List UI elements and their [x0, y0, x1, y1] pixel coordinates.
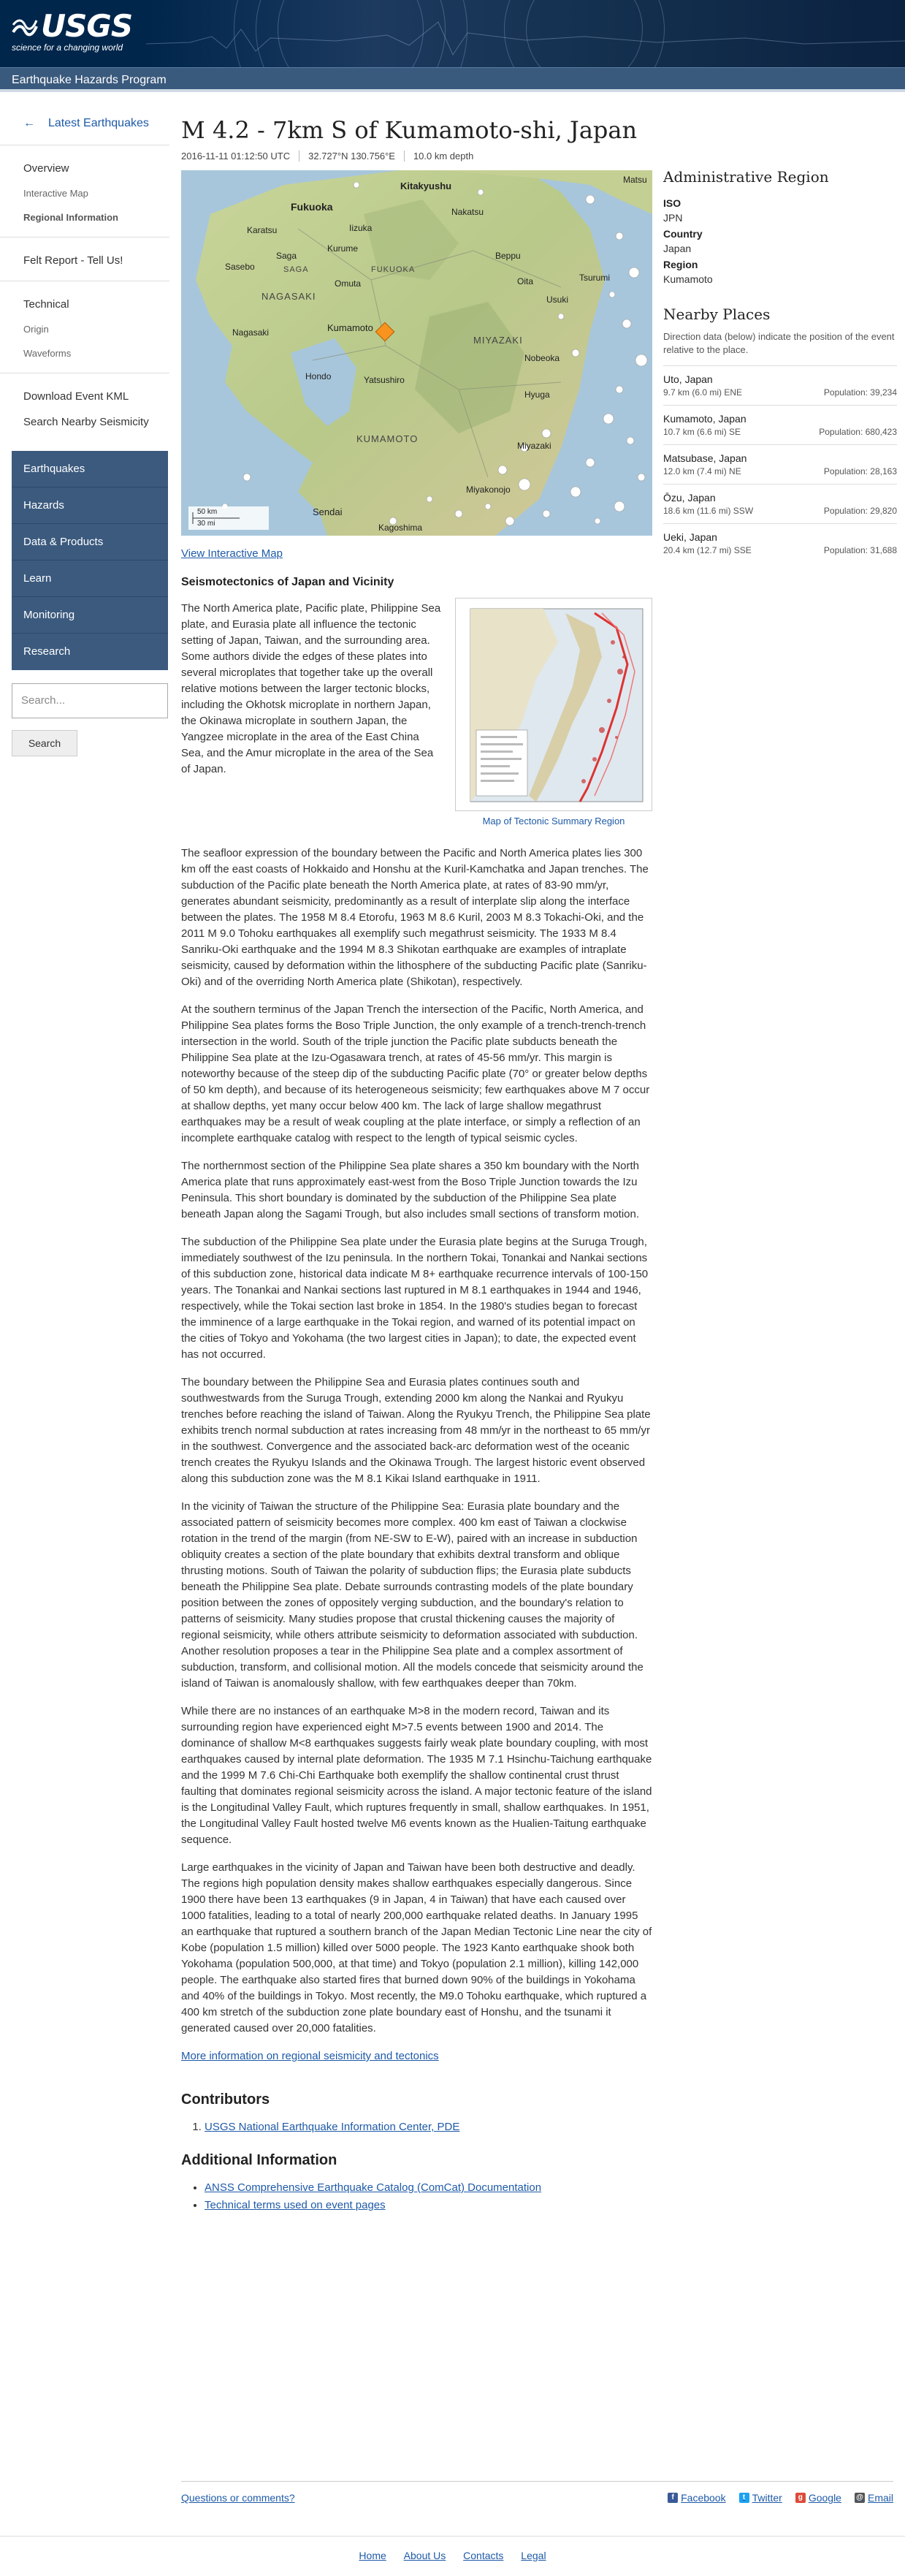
twitter-link[interactable]	[739, 2492, 782, 2504]
map-label: Sendai	[313, 506, 343, 517]
place-distance: 20.4 km (12.7 mi) SSE	[663, 545, 752, 555]
map-label: Kagoshima	[378, 523, 423, 533]
map-label: Nobeoka	[524, 353, 560, 363]
logo-tagline: science for a changing world	[12, 42, 123, 53]
usgs-logo[interactable]	[12, 10, 132, 53]
nav-download-kml[interactable]: Download Event KML	[23, 390, 129, 403]
header-banner-art	[146, 0, 905, 67]
footer-share-bar	[181, 2481, 893, 2504]
footer-home-link[interactable]: Home	[359, 2550, 386, 2561]
place-population: Population: 28,163	[823, 466, 897, 476]
email-icon: @	[855, 2493, 865, 2503]
twitter-icon: t	[739, 2493, 749, 2503]
nav-search-nearby[interactable]: Search Nearby Seismicity	[23, 416, 149, 428]
technical-terms-link[interactable]: Technical terms used on event pages	[205, 2199, 386, 2211]
technical-nav	[0, 281, 169, 373]
felt-nav	[0, 237, 169, 281]
program-bar	[0, 67, 905, 92]
footer-contacts-link[interactable]: Contacts	[463, 2550, 504, 2561]
map-label: Usuki	[546, 295, 569, 305]
paragraph: The North America plate, Pacific plate, Philippine Sea plate, and Eurasia plate all influence the tectonic setting of Japan, Taiwan, and the surrounding area. Some authors divide the edges of these plates into several microplates that together take up the overall relative motions between the larger tectonic blocks, including the Okhotsk microplate in northern Japan, the Okinawa microplate in southern Japan, the Yangzee microplate in the area of the East China Sea, and the Amur microplate in the area of the Sea of Japan.	[181, 602, 441, 775]
usgs-wave-icon	[12, 16, 38, 38]
map-label: Miyazaki	[517, 441, 551, 451]
site-nav-earthquakes[interactable]: Earthquakes	[12, 451, 168, 487]
place-distance: 12.0 km (7.4 mi) NE	[663, 466, 741, 476]
email-link[interactable]	[855, 2492, 893, 2504]
map-label: Fukuoka	[291, 201, 333, 213]
tectonic-map-image	[455, 598, 652, 811]
questions-link[interactable]: Questions or comments?	[181, 2492, 295, 2504]
map-label: Oita	[517, 276, 534, 286]
event-meta	[181, 151, 652, 162]
map-scale-km: 50 km	[197, 508, 218, 516]
right-column	[663, 168, 897, 563]
site-nav-learn[interactable]: Learn	[12, 561, 168, 597]
footer-about-link[interactable]: About Us	[403, 2550, 446, 2561]
contributors-heading: Contributors	[181, 2091, 270, 2108]
additional-info-list	[181, 2179, 652, 2214]
sidebar	[0, 95, 169, 756]
nav-overview[interactable]: Overview	[23, 162, 69, 175]
nearby-places-list	[663, 365, 897, 563]
map-label: Kurume	[327, 243, 359, 254]
event-depth: 10.0 km depth	[413, 151, 474, 162]
map-label: Nakatsu	[451, 207, 484, 217]
region-value: Kumamoto	[663, 273, 713, 285]
back-arrow-icon: ←	[23, 117, 35, 129]
place-population: Population: 39,234	[823, 387, 897, 398]
contributors-list	[181, 2119, 652, 2136]
google-link[interactable]	[795, 2492, 841, 2504]
site-nav-hazards[interactable]: Hazards	[12, 487, 168, 524]
page-footer	[0, 2481, 905, 2561]
map-label: Nagasaki	[232, 327, 270, 338]
map-label: Hyuga	[524, 390, 550, 400]
latest-earthquakes-link[interactable]	[0, 95, 169, 145]
map-label: Kumamoto	[327, 322, 373, 333]
site-nav-monitoring[interactable]: Monitoring	[12, 597, 168, 634]
map-label: Beppu	[495, 251, 521, 261]
place-name: Matsubase, Japan	[663, 452, 747, 464]
place-name: Kumamoto, Japan	[663, 413, 746, 425]
map-label: NAGASAKI	[261, 291, 316, 302]
place-distance: 18.6 km (11.6 mi) SSW	[663, 506, 754, 516]
logo-word: USGS	[41, 8, 133, 44]
nav-regional-information[interactable]: Regional Information	[23, 212, 118, 223]
nearby-places-description: Direction data (below) indicate the position of the event relative to the place.	[663, 331, 895, 355]
place-distance: 9.7 km (6.0 mi) ENE	[663, 387, 743, 398]
place-name: Uto, Japan	[663, 373, 713, 385]
map-label: Kitakyushu	[400, 181, 452, 191]
map-label: FUKUOKA	[371, 265, 416, 274]
list-item	[205, 2197, 652, 2214]
site-search-button[interactable]: Search	[12, 730, 77, 756]
place-distance: 10.7 km (6.6 mi) SE	[663, 427, 741, 437]
contributor-link[interactable]: USGS National Earthquake Information Center, PDE	[205, 2121, 460, 2133]
paragraph: In the vicinity of Taiwan the structure of the Philippine Sea: Eurasia plate boundary and the associated pattern of seismicity becomes more complex. 400 km east of Taiwan a clockwise rotation in the trend of the margin (from NE-SW to E-W), paired with an increase in subduction obliquity creates a section of the plate boundary that exhibits dextral transform and oblique thrusting motions. South of Taiwan the polarity of subduction flips; the Eurasia plate subducts beneath the Philippine Sea plate. Debate surrounds contrasting models of the plate boundary position between the zones of oppositely verging subduction, and the boundary's relation to patterns of seismicity. Many studies propose that crustal thickening causes the majority of regional seismicity, while others attribute seismicity to deformation associated with subduction. Another resolution proposes a tear in the Philippine Sea plate and a complex assortment of subduction, transform, and collisional motion. All the models concede that seismicity around the island of Taiwan is anomalously shallow, with few earthquakes deeper than 70km.	[181, 1500, 644, 1690]
event-time: 2016-11-11 01:12:50 UTC	[181, 151, 299, 162]
tectonic-figure-caption[interactable]: Map of Tectonic Summary Region	[482, 816, 625, 827]
region-key: ISO	[663, 197, 681, 209]
paragraph: Large earthquakes in the vicinity of Japan and Taiwan have been both destructive and deadly. The regions high population density makes shallow earthquakes especially dangerous. Since 1900 there have been 13 earthquakes (9 in Japan, 4 in Taiwan) that have each caused over 1000 fatalities, leading to a total of nearly 200,000 earthquake related deaths. In January 1995 an earthquake that ruptured a southern branch of the Japan Median Tectonic Line near the city of Kobe (population 1.5 million) killed over 5000 people. The 1923 Kanto earthquake shook both Yokohama (population 500,000, at that time) and Tokyo (population 2.1 million), killing 142,000 people. The earthquake also started fires that burned down 90% of the buildings in Yokohama and 40% of the buildings in Tokyo. Most recently, the M9.0 Tohoku earthquake, which ruptured a 400 km stretch of the subduction zone plate boundary east of Honshu, and the tsunami it generated caused over 20,000 fatalities.	[181, 1861, 652, 2034]
region-key: Region	[663, 259, 698, 270]
facebook-icon: f	[668, 2493, 678, 2503]
site-nav	[12, 451, 168, 670]
place-population: Population: 29,820	[823, 506, 897, 516]
tectonic-figure[interactable]	[455, 598, 652, 827]
seismogram-line	[146, 0, 905, 67]
comcat-docs-link[interactable]: ANSS Comprehensive Earthquake Catalog (ComCat) Documentation	[205, 2181, 542, 2194]
site-nav-data-products[interactable]: Data & Products	[12, 524, 168, 561]
program-link[interactable]: Earthquake Hazards Program	[12, 74, 167, 86]
list-item	[205, 2119, 652, 2136]
tectonic-map-graphic	[456, 599, 652, 811]
region-value: JPN	[663, 212, 683, 224]
facebook-label: Facebook	[681, 2492, 726, 2504]
footer-links	[0, 2536, 905, 2561]
site-header	[0, 0, 905, 67]
event-title: M 4.2 - 7km S of Kumamoto-shi, Japan	[181, 116, 638, 144]
twitter-label: Twitter	[752, 2492, 782, 2504]
social-links	[668, 2492, 893, 2504]
map-scale-mi: 30 mi	[197, 520, 215, 528]
nav-interactive-map[interactable]: Interactive Map	[23, 188, 88, 199]
map-labels	[181, 170, 652, 536]
paragraph: The northernmost section of the Philippine Sea plate shares a 350 km boundary with the North America plate that runs approximately east-west from the Boso Triple Junction towards the Izu Peninsula. This short boundary is dominated by the subduction of the Philippine Sea plate beneath Japan along the Sagami Trough, but also includes small sections of transform motion.	[181, 1160, 640, 1220]
map-label: Miyakonojo	[466, 485, 511, 495]
site-search-input[interactable]: Search...	[12, 683, 168, 718]
region-key: Country	[663, 228, 703, 240]
paragraph: The boundary between the Philippine Sea and Eurasia plates continues south and southwestwards from the Suruga Trough, extending 2000 km along the Nankai and Ryukyu trenches before reaching the island of Taiwan. Along the Ryukyu Trench, the Philippine Sea plate exhibits trench normal subduction at rates increasing from 48 mm/yr in the northeast to 65 mm/yr in the southwest. Convergence and the associated back-arc deformation west of the oceanic trench creates the Ryukyu Islands and the Okinawa Trough. The largest historic event observed along this subduction zone was the M 8.1 Kikai Island earthquake in 1911.	[181, 1376, 651, 1485]
paragraph: While there are no instances of an earthquake M>8 in the modern record, Taiwan and its surrounding region have experienced eight M>7.5 events between 1900 and 2014. The dominance of shallow M<8 earthquakes suggests fairly weak plate boundary coupling, with most earthquakes caused by internal plate deformation. The 1935 M 7.1 Hsinchu-Taichung earthquake and the 1999 M 7.6 Chi-Chi Earthquake both exemplify the shallow continental crust thrust faulting that dominates regional seismicity across the island. A major tectonic feature of the island is the Longitudinal Valley Fault, which ruptures frequently in small, shallow earthquakes. In 1951, the Longitudinal Valley Fault hosted twelve M6 events known as the Hualien-Taitung earthquake sequence.	[181, 1705, 652, 1846]
place-name: Ueki, Japan	[663, 531, 717, 543]
map-label: Matsu	[623, 175, 647, 185]
nearby-place	[663, 484, 897, 523]
paragraph: At the southern terminus of the Japan Trench the intersection of the Pacific, North America, and Philippine Sea plates forms the Boso Triple Junction, the only example of a trench-trench-trench intersection in the world. South of the triple junction the Pacific plate subducts beneath the Philippine Sea plate at the Izu-Ogasawara trench, at rates of 45-56 mm/yr. This margin is noteworthy because of the steep dip of the subducting Pacific plate (70° or greater below depths of 50 km depth), and because of its heterogeneous seismicity; few earthquakes above M 7 occur at shallow depths, yet many occur below 400 km. The lack of large shallow megathrust earthquakes may be a result of weak coupling at the plate interface, or simply a reflection of an incomplete earthquake catalog with respect to the length of typical seismic cycles.	[181, 1003, 650, 1144]
nearby-place	[663, 444, 897, 484]
place-population: Population: 31,688	[823, 545, 897, 555]
region-value: Japan	[663, 243, 692, 254]
nav-technical[interactable]: Technical	[23, 298, 69, 311]
paragraph: The seafloor expression of the boundary between the Pacific and North America plates lies 300 km off the east coasts of Hokkaido and Honshu at the Kuril-Kamchatka and Japan trenches. The subduction of the Pacific plate beneath the North America plate, at rates of 83-90 mm/yr, generates abundant seismicity, predominantly as a result of interplate slip along the interface between the plates. The 1958 M 8.4 Etorofu, 1963 M 8.6 Kuril, 2003 M 8.3 Tokachi-Oki, and the 2011 M 9.0 Tohoku earthquakes all exemplify such megathrust seismicity. The 1933 M 8.4 Sanriku-Oki earthquake and the 1994 M 8.3 Shikotan earthquake are examples of intraplate seismicity, caused by deformation within the lithosphere of the subducting Pacific plate (Sanriku-Oki) and of the overriding North America plate (Shikotan), respectively.	[181, 847, 649, 988]
more-information-link[interactable]: More information on regional seismicity and tectonics	[181, 2050, 439, 2062]
event-coordinates: 32.727°N 130.756°E	[308, 151, 405, 162]
site-nav-research[interactable]: Research	[23, 645, 71, 658]
latest-earthquakes-label: Latest Earthquakes	[48, 117, 149, 129]
map-label: Sasebo	[225, 262, 255, 272]
nav-waveforms[interactable]: Waveforms	[23, 348, 72, 359]
administrative-region-heading: Administrative Region	[663, 168, 829, 186]
google-label: Google	[808, 2492, 841, 2504]
map-label: KUMAMOTO	[356, 433, 419, 444]
main-content	[181, 95, 652, 2214]
footer-legal-link[interactable]: Legal	[521, 2550, 546, 2561]
map-label: Karatsu	[247, 225, 278, 235]
nearby-place	[663, 405, 897, 444]
nav-origin[interactable]: Origin	[23, 324, 49, 335]
list-item	[205, 2179, 652, 2197]
nav-felt-report[interactable]: Felt Report - Tell Us!	[23, 254, 123, 267]
map-label: MIYAZAKI	[473, 335, 523, 346]
map-label: Saga	[276, 251, 297, 261]
map-label: Hondo	[305, 371, 332, 381]
email-label: Email	[867, 2492, 893, 2504]
administrative-region-details	[663, 196, 897, 286]
section-title: Seismotectonics of Japan and Vicinity	[181, 576, 394, 588]
additional-info-heading: Additional Information	[181, 2152, 337, 2168]
nearby-places-heading: Nearby Places	[663, 305, 771, 323]
place-name: Ōzu, Japan	[663, 492, 716, 504]
event-nav	[0, 145, 169, 237]
paragraph: The subduction of the Philippine Sea plate under the Eurasia plate begins at the Suruga Trough, immediately southwest of the Izu peninsula. In the northern Tokai, Tonankai and Nankai sections of this subduction zone, historical data indicate M 8+ earthquake recurrence intervals of 100-150 years. The Tonankai and Nankai sections last ruptured in M 8.1 earthquakes in 1944 and 1946, respectively, while the Tokai section last broke in 1854. In the 1980's studies began to forecast the imminence of a large earthquake in the Tokai region, and warned of its potential impact on the cities of Tokyo and Yokohama (the two largest cities in Japan); to date, the expected event has not occurred.	[181, 1236, 649, 1361]
map-label: Tsurumi	[579, 273, 611, 283]
event-map[interactable]	[181, 170, 652, 536]
map-label: SAGA	[283, 265, 309, 274]
nearby-place	[663, 523, 897, 563]
map-label: Iizuka	[349, 223, 373, 233]
tools-nav	[0, 373, 169, 442]
map-label: Yatsushiro	[364, 375, 405, 385]
place-population: Population: 680,423	[819, 427, 897, 437]
map-label: Omuta	[335, 278, 362, 289]
facebook-link[interactable]	[668, 2492, 725, 2504]
view-interactive-map-link[interactable]: View Interactive Map	[181, 547, 283, 560]
google-icon: g	[795, 2493, 806, 2503]
nearby-place	[663, 365, 897, 405]
